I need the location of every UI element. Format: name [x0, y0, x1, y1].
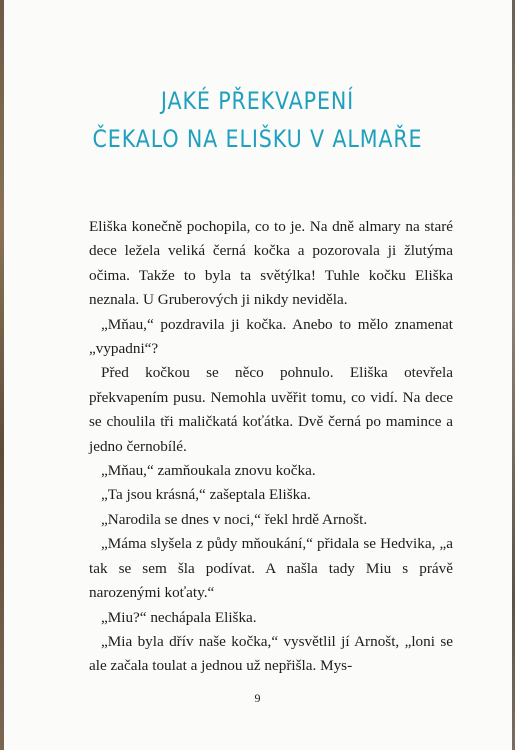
paragraph: „Narodila se dnes v noci,“ řekl hrdě Arnošt. [101, 510, 368, 528]
paragraph: „Mňau,“ pozdravila ji kočka. Anebo to mělo znamenat „vypadni“? [89, 315, 453, 358]
paragraph: „Máma slyšela z půdy mňoukání,“ přidala se Hedvika, „a tak se sem šla podívat. A našla tady Miu s právě narozenými koťaty.“ [89, 535, 453, 602]
paragraph: „Ta jsou krásná,“ zašeptala Eliška. [101, 486, 311, 504]
page-number: 9 [254, 691, 261, 705]
paragraph: „Mňau,“ zamňoukala znovu kočka. [101, 462, 316, 480]
chapter-title [36, 82, 479, 158]
paragraph: Před kočkou se něco pohnulo. Eliška otevřela překvapením pusu. Nemohla uvěřit tomu, co vidí. Na dece se choulila tři maličkatá koťátka. Dvě černá po mamince a jedno černobílé. [89, 364, 453, 455]
paragraph: „Miu?“ nechápala Eliška. [101, 608, 257, 626]
page-edge-left [0, 0, 4, 750]
chapter-title-line-2: ČEKALO NA ELIŠKU V ALMAŘE [92, 125, 423, 153]
paragraph: „Mia byla dřív naše kočka,“ vysvětlil jí Arnošt, „loni se ale začala toulat a jednou už nepřišla. Mys- [89, 632, 453, 675]
body-text [89, 215, 453, 679]
paragraph: Eliška konečně pochopila, co to je. Na dně almary na staré dece ležela veliká černá kočka a pozorovala ji žlutýma očima. Takže to byla ta světýlka! Tuhle kočku Eliška neznala. U Gruberových ji nikdy neviděla. [89, 218, 453, 309]
chapter-title-line-1: JAKÉ PŘEKVAPENÍ [160, 87, 355, 115]
